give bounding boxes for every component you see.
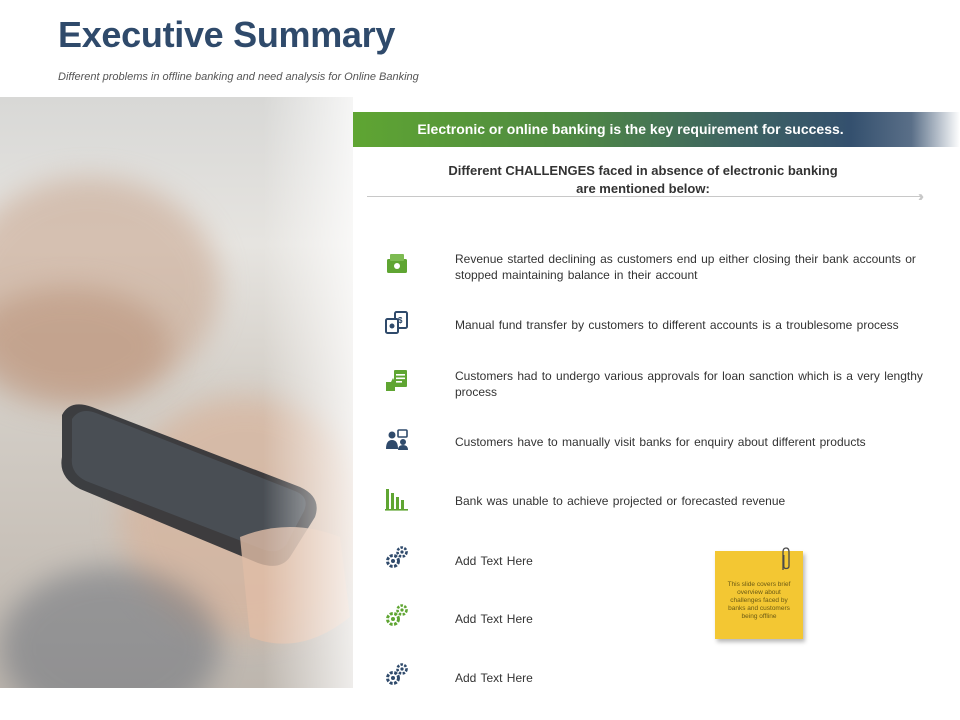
challenge-text: Add Text Here bbox=[455, 554, 533, 568]
challenge-text: Bank was unable to achieve projected or forecasted revenue bbox=[455, 494, 786, 508]
challenge-text: Add Text Here bbox=[455, 612, 533, 626]
double-chevron-right-icon: ›› bbox=[918, 188, 920, 205]
gears-icon bbox=[384, 603, 410, 629]
page-subtitle: Different problems in offline banking and need analysis for Online Banking bbox=[58, 71, 419, 83]
challenge-text: Add Text Here bbox=[455, 671, 533, 685]
challenge-text: Customers had to undergo various approvals for loan sanction which is a very lengthy process bbox=[455, 369, 923, 399]
customer-enquiry-icon bbox=[384, 427, 410, 453]
page-title: Executive Summary bbox=[58, 14, 396, 55]
challenge-text: Revenue started declining as customers end up either closing their bank accounts or stopped maintaining balance in their account bbox=[455, 252, 916, 282]
challenge-text: Manual fund transfer by customers to different accounts is a troublesome process bbox=[455, 318, 899, 332]
challenge-item-placeholder bbox=[384, 545, 944, 579]
challenge-item-fund-transfer bbox=[384, 310, 944, 344]
money-wallet-icon bbox=[384, 251, 410, 277]
hand-holding-phone-photo bbox=[0, 97, 353, 688]
paperclip-icon bbox=[780, 546, 792, 574]
approval-document-icon bbox=[384, 368, 410, 394]
challenge-item-revenue-target bbox=[384, 486, 944, 520]
divider-line bbox=[367, 196, 921, 197]
fund-transfer-icon bbox=[384, 310, 410, 336]
key-requirement-banner bbox=[353, 112, 960, 147]
gears-icon bbox=[384, 545, 410, 571]
challenge-item-placeholder bbox=[384, 662, 944, 696]
challenges-heading: Different CHALLENGES faced in absence of electronic banking are mentioned below: bbox=[448, 163, 838, 196]
challenge-item-bank-visit bbox=[384, 427, 944, 461]
challenge-item-approvals bbox=[384, 368, 944, 402]
gears-icon bbox=[384, 662, 410, 688]
challenge-item-placeholder bbox=[384, 603, 944, 637]
banner-text: Electronic or online banking is the key requirement for success. bbox=[417, 121, 844, 137]
challenge-text: Customers have to manually visit banks for enquiry about different products bbox=[455, 435, 866, 449]
declining-bar-chart-icon bbox=[384, 486, 410, 512]
challenge-item-revenue bbox=[384, 251, 944, 285]
svg-text:$: $ bbox=[398, 316, 403, 325]
sticky-note-text: This slide covers brief overview about challenges faced by banks and customers being offline bbox=[727, 581, 791, 620]
